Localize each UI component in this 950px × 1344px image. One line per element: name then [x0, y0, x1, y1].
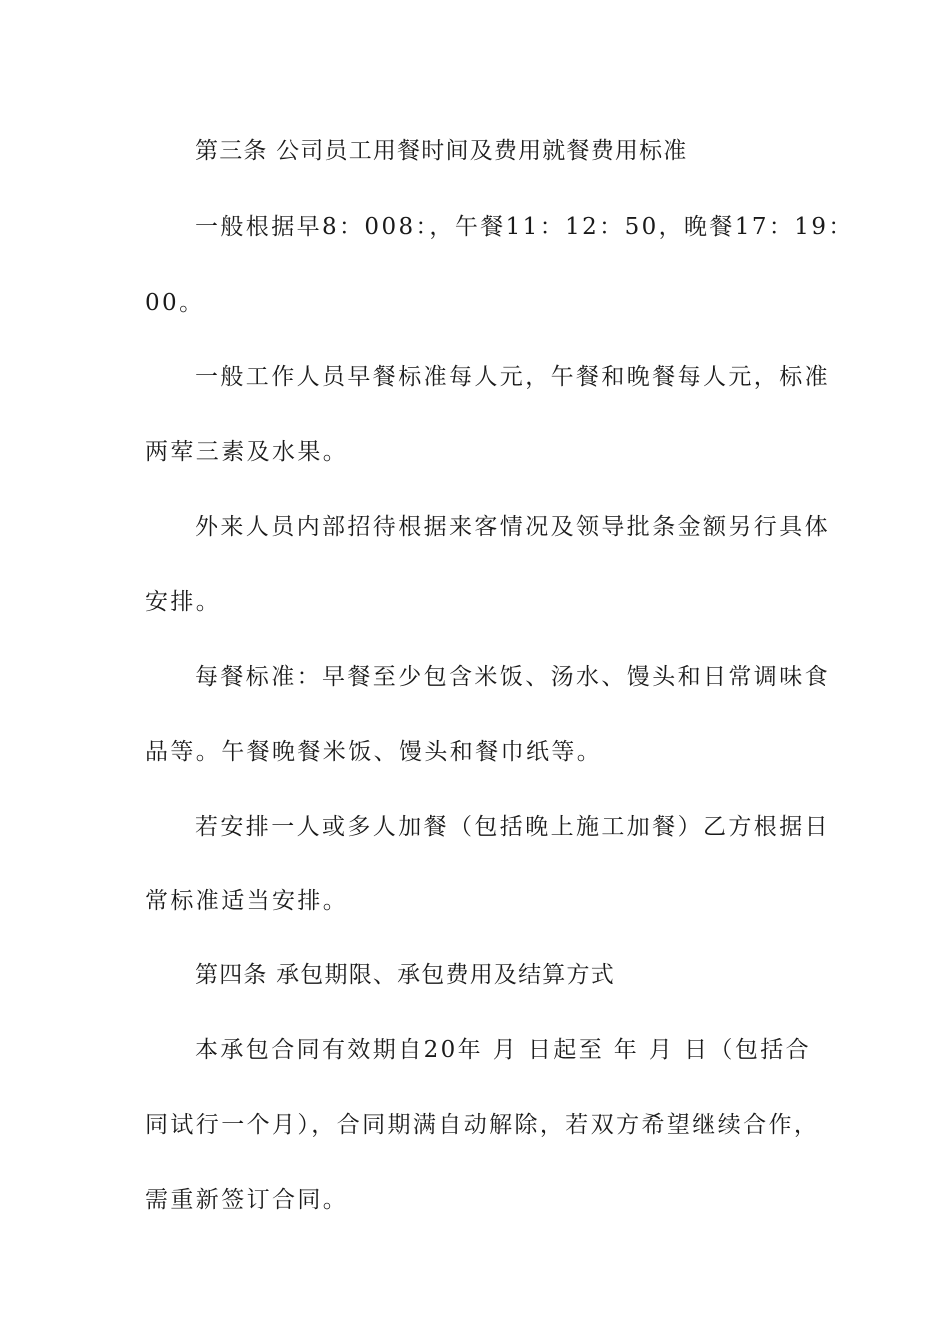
paragraph-line: 本承包合同有效期自20年 月 日起至 年 月 日（包括合: [195, 1037, 812, 1063]
paragraph-line: 一般工作人员早餐标准每人元，午餐和晚餐每人元，标准: [195, 364, 830, 390]
section-heading-article-4: 第四条 承包期限、承包费用及结算方式: [195, 962, 615, 988]
paragraph-line: 安排。: [145, 589, 222, 615]
section-heading-article-3: 第三条 公司员工用餐时间及费用就餐费用标准: [195, 138, 688, 164]
paragraph-line: 同试行一个月），合同期满自动解除，若双方希望继续合作，: [145, 1112, 820, 1138]
paragraph-line: 一般根据早8：008：，午餐11：12：50，晚餐17：19：: [195, 214, 854, 240]
paragraph-line: 若安排一人或多人加餐（包括晚上施工加餐）乙方根据日: [195, 814, 830, 840]
paragraph-line: 需重新签订合同。: [145, 1187, 349, 1213]
paragraph-line: 常标准适当安排。: [145, 888, 349, 914]
paragraph-line: 00。: [145, 290, 205, 316]
paragraph-line: 每餐标准：早餐至少包含米饭、汤水、馒头和日常调味食: [195, 664, 830, 690]
paragraph-line: 两荤三素及水果。: [145, 439, 349, 465]
paragraph-line: 品等。午餐晚餐米饭、馒头和餐巾纸等。: [145, 739, 603, 765]
paragraph-line: 外来人员内部招待根据来客情况及领导批条金额另行具体: [195, 514, 830, 540]
